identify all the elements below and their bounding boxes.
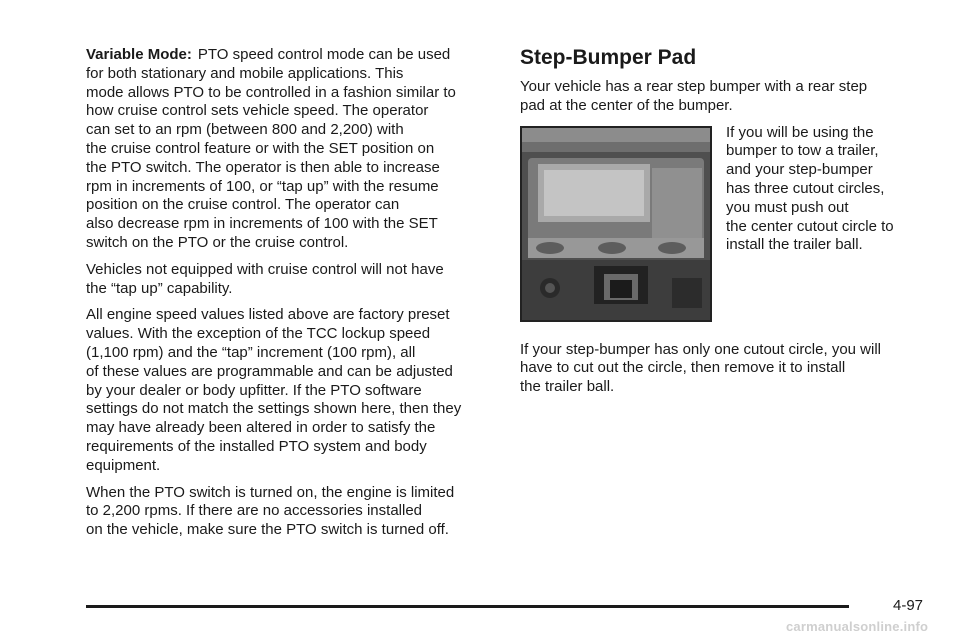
variable-mode-paragraph xyxy=(86,46,496,253)
left-column xyxy=(86,46,496,548)
pto-limit-paragraph: When the PTO switch is turned on, the engine is limited to 2,200 rpms. If there are no accessories installed on the vehicle, make sure the PTO switch is turned off. xyxy=(86,483,455,539)
section-heading: Step-Bumper Pad xyxy=(520,46,697,69)
variable-mode-label: Variable Mode: xyxy=(86,46,192,63)
preset-values-paragraph: All engine speed values listed above are factory preset values. With the exception of the TCC lockup speed (1,100 rpm) and the “tap” increment (100 rpm), all of these values are programmable and can be adjusted by your dealer or body upfitter. If the PTO software settings do not match the settings shown here, then they may have already been altered in order to satisfy the requirements of the installed PTO system and body equipment. xyxy=(86,306,462,474)
intro-paragraph: Your vehicle has a rear step bumper with a rear step pad at the center of the bumper. xyxy=(520,78,868,114)
tow-instructions: If you will be using the bumper to tow a trailer, and your step-bumper has three cutout circles, you must push out the center cutout circle to install the trailer ball. xyxy=(726,123,894,254)
watermark: carmanualsonline.info xyxy=(786,619,929,634)
photo-row xyxy=(520,124,920,324)
tap-up-note: Vehicles not equipped with cruise control will not have the “tap up” capability. xyxy=(86,260,444,297)
variable-mode-text: PTO speed control mode can be used for both stationary and mobile applications. This mode allows PTO to be controlled in a fashion similar to how cruise control sets vehicle speed. The operator can set to an rpm (between 800 and 2,200) with the cruise control feature or with the SET position on the PTO switch. The operator is then able to increase rpm in increments of 100, or “tap up” with the resume position on the cruise control. The operator can also decrease rpm in increments of 100 with the SET switch on the PTO or the cruise control. xyxy=(86,46,456,251)
footer-rule xyxy=(86,605,849,608)
single-cutout-paragraph: If your step-bumper has only one cutout circle, you will have to cut out the circle, then remove it to install the trailer ball. xyxy=(520,340,882,396)
page-number: 4-97 xyxy=(893,597,924,614)
step-bumper-photo xyxy=(520,126,712,322)
right-column xyxy=(520,46,920,405)
